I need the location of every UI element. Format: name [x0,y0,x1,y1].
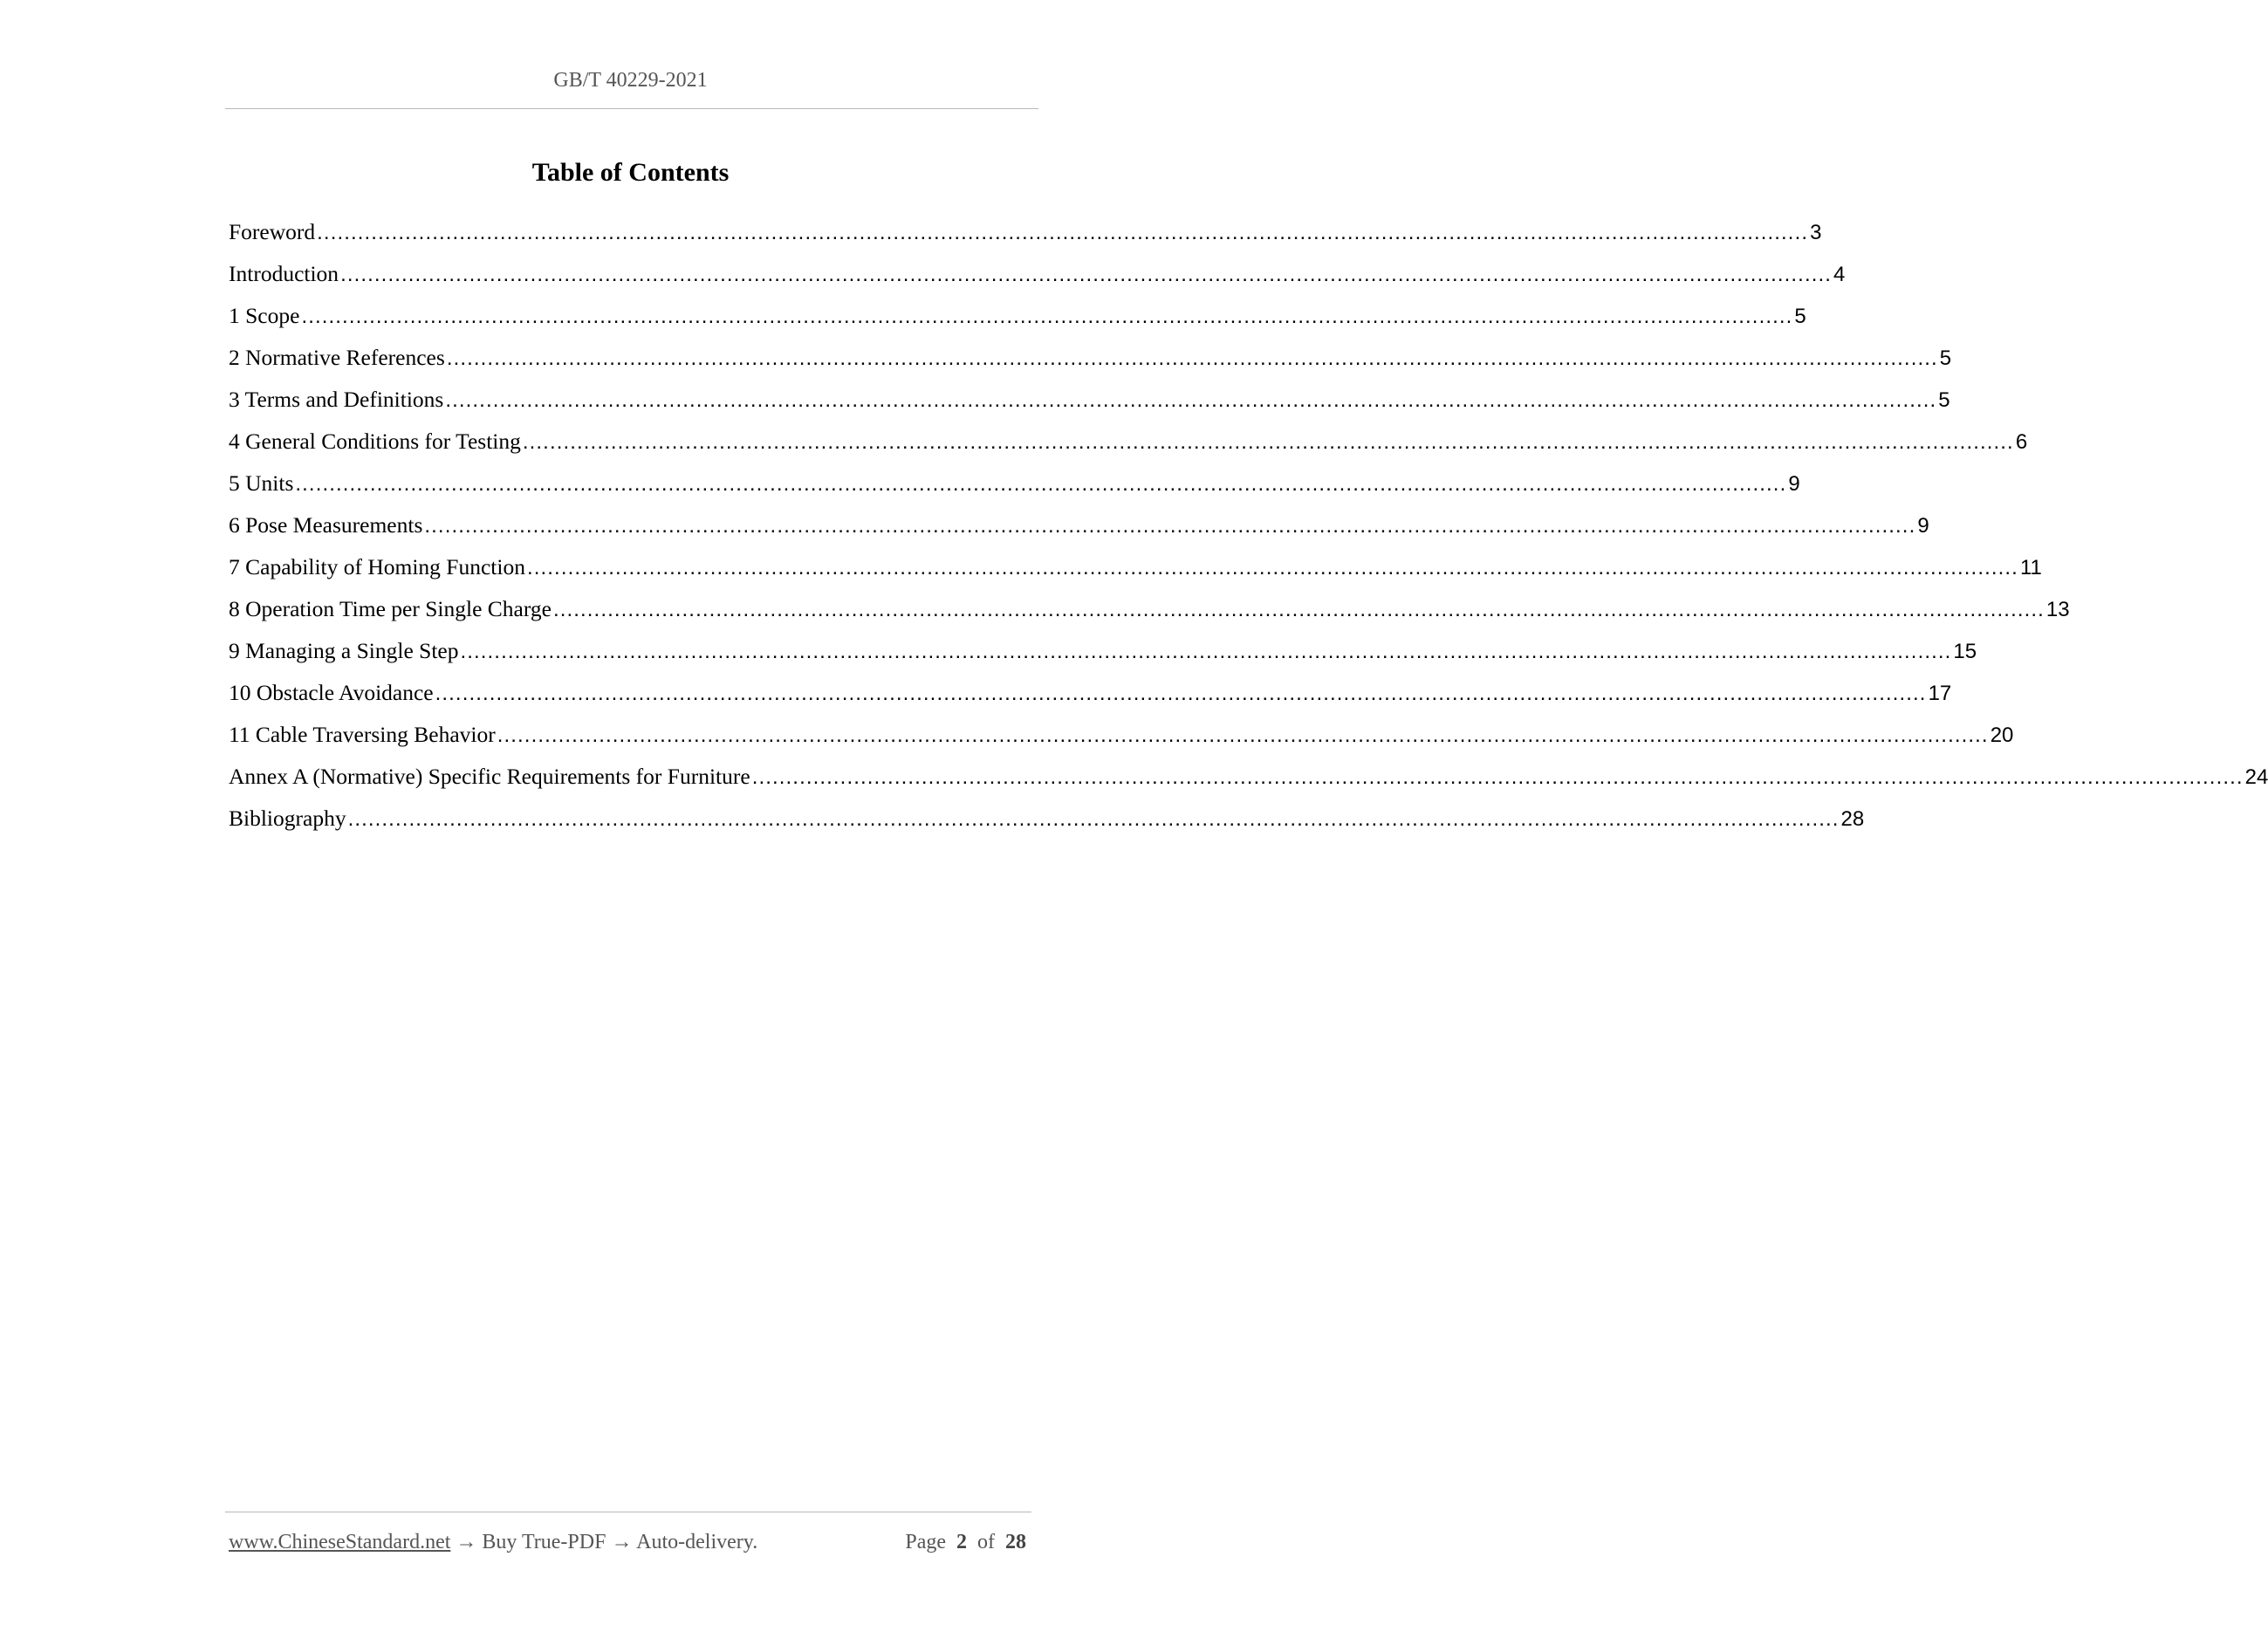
toc-entry-page: 17 [1928,682,1952,705]
toc-entry-obstacle-avoidance[interactable] [229,675,1952,717]
toc-entry-page: 13 [2045,598,2070,621]
toc-entry-page: 20 [1990,723,2014,747]
toc-entry-label: 2 Normative References [229,345,445,370]
page-number-indicator [905,1529,1026,1555]
toc-entry-page: 11 [2019,556,2042,579]
toc-entry-annex-a[interactable] [229,759,2268,801]
toc-entry-page: 9 [1917,514,1929,538]
toc-entry-homing-function[interactable] [229,550,2042,592]
toc-entry-page: 4 [1833,263,1846,286]
toc-entry-label: 1 Scope [229,303,300,328]
toc-entry-label: 7 Capability of Homing Function [229,554,525,579]
toc-entry-page: 5 [1794,305,1806,328]
toc-dot-leader: ............................................................................................................................................................................................................................ [526,556,2018,579]
toc-dot-leader: ............................................................................................................................................................................................................................ [751,765,2244,789]
toc-entry-normative-references[interactable] [229,340,1952,382]
toc-entry-label: 6 Pose Measurements [229,512,423,538]
toc-entry-scope[interactable] [229,298,1806,340]
arrow-right-icon: → [456,1531,477,1553]
toc-dot-leader: ............................................................................................................................................................................................................................ [317,221,1809,244]
delivery-text: Auto-delivery. [636,1531,758,1553]
toc-dot-leader: ............................................................................................................................................................................................................................ [424,514,1916,538]
toc-entry-label: 3 Terms and Definitions [229,387,444,412]
document-code-header: GB/T 40229-2021 [553,69,708,92]
toc-entry-page: 6 [2015,430,2028,454]
toc-entry-foreword[interactable] [229,215,1822,257]
toc-title: Table of Contents [531,158,730,187]
toc-entry-introduction[interactable] [229,257,1846,298]
header-divider [225,108,1038,109]
toc-dot-leader: ............................................................................................................................................................................................................................ [295,472,1787,496]
toc-entry-units[interactable] [229,466,1800,508]
page-footer [229,1529,1031,1555]
toc-entry-label: Introduction [229,261,339,286]
toc-dot-leader: ............................................................................................................................................................................................................................ [301,305,1793,328]
toc-dot-leader: ............................................................................................................................................................................................................................ [435,682,1927,705]
page-label: Page [905,1531,946,1553]
toc-entry-label: 4 General Conditions for Testing [229,429,521,454]
toc-entry-label: 11 Cable Traversing Behavior [229,722,496,747]
toc-entry-label: 8 Operation Time per Single Charge [229,596,552,621]
toc-entry-cable-traversing[interactable] [229,717,2014,759]
toc-entry-label: Annex A (Normative) Specific Requirements for Furniture [229,764,750,789]
website-link[interactable]: www.ChineseStandard.net [229,1531,451,1553]
toc-entry-terms-and-definitions[interactable] [229,382,1950,424]
total-page-count: 28 [1005,1531,1026,1553]
arrow-right-icon: → [611,1531,633,1553]
toc-entry-label: 9 Managing a Single Step [229,638,459,663]
toc-entry-page: 24 [2244,765,2268,789]
toc-entry-page: 5 [1939,346,1952,370]
toc-dot-leader: ............................................................................................................................................................................................................................ [522,430,2014,454]
toc-dot-leader: ............................................................................................................................................................................................................................ [340,263,1833,286]
toc-dot-leader: ............................................................................................................................................................................................................................ [347,807,1840,831]
toc-entry-page: 9 [1788,472,1800,496]
toc-dot-leader: ............................................................................................................................................................................................................................ [445,388,1937,412]
toc-dot-leader: ............................................................................................................................................................................................................................ [497,723,1989,747]
toc-entry-label: Foreword [229,219,316,244]
toc-entry-label: 10 Obstacle Avoidance [229,680,434,705]
current-page-number: 2 [956,1531,967,1553]
toc-entry-operation-time[interactable] [229,592,2070,634]
toc-dot-leader: ............................................................................................................................................................................................................................ [460,640,1952,663]
toc-dot-leader: ............................................................................................................................................................................................................................ [552,598,2045,621]
toc-dot-leader: ............................................................................................................................................................................................................................ [446,346,1938,370]
toc-entry-pose-measurements[interactable] [229,508,1929,550]
toc-entry-page: 5 [1938,388,1950,412]
toc-entry-general-conditions[interactable] [229,424,2028,466]
table-of-contents [229,215,2268,843]
page-of-label: of [977,1531,995,1553]
toc-entry-page: 15 [1953,640,1977,663]
toc-entry-single-step[interactable] [229,634,1977,675]
toc-entry-label: 5 Units [229,470,294,496]
toc-entry-bibliography[interactable] [229,801,1865,843]
toc-entry-page: 28 [1840,807,1865,831]
toc-entry-label: Bibliography [229,806,346,831]
toc-entry-page: 3 [1810,221,1822,244]
buy-text: Buy True-PDF [482,1531,606,1553]
